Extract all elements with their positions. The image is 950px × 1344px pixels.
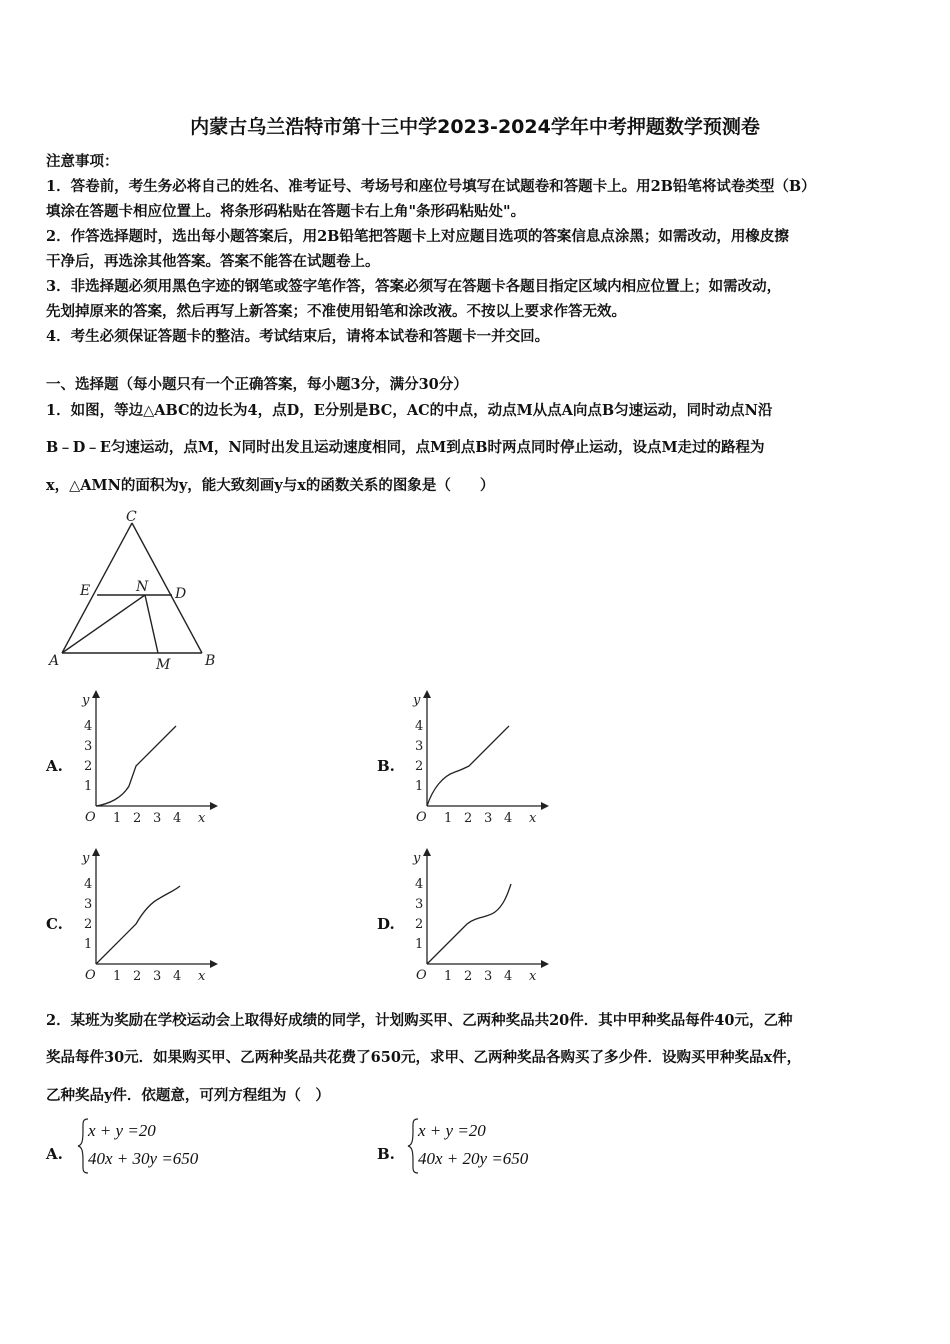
graph-option-a[interactable] — [74, 688, 224, 828]
svg-text:1: 1 — [84, 937, 93, 952]
curve-a — [96, 726, 176, 806]
graph-option-c[interactable] — [74, 846, 224, 986]
option-a-label[interactable]: A. — [46, 757, 63, 775]
svg-text:1: 1 — [415, 779, 424, 794]
notice-line: 4．考生必须保证答题卡的整洁。考试结束后，请将本试卷和答题卡一并交回。 — [46, 328, 550, 345]
notice-line: 先划掉原来的答案，然后再写上新答案；不准使用铅笔和涂改液。不按以上要求作答无效。 — [46, 303, 626, 320]
svg-text:4: 4 — [84, 877, 93, 892]
notice-line: 3．非选择题必须用黑色字迹的钢笔或签字笔作答，答案必须写在答题卡各题目指定区域内相应位置上；如需改动， — [46, 278, 782, 295]
label-e: E — [80, 583, 91, 599]
svg-text:x: x — [529, 969, 537, 984]
q2-option-a-eq1: x + y =20 — [88, 1121, 156, 1140]
q2-option-b-eq2: 40x + 20y =650 — [418, 1149, 529, 1168]
question-1-text: x，△AMN的面积为y，能大致刻画y与x的函数关系的图象是（ ） — [46, 477, 495, 494]
svg-text:y: y — [413, 851, 421, 866]
section-heading: 一、选择题（每小题只有一个正确答案，每小题3分，满分30分） — [46, 376, 468, 393]
svg-text:O: O — [85, 968, 96, 983]
svg-text:O: O — [416, 810, 427, 825]
svg-text:4: 4 — [504, 969, 513, 984]
svg-text:3: 3 — [484, 969, 493, 984]
question-2-text: 奖品每件30元．如果购买甲、乙两种奖品共花费了650元，求甲、乙两种奖品各购买了多少件．设购买甲种奖品x件， — [46, 1049, 802, 1066]
svg-text:y: y — [82, 851, 90, 866]
svg-text:2: 2 — [84, 917, 93, 932]
label-m: M — [156, 657, 171, 673]
svg-text:3: 3 — [153, 811, 162, 826]
svg-text:1: 1 — [113, 811, 122, 826]
notice-line: 干净后，再选涂其他答案。答案不能答在试题卷上。 — [46, 253, 380, 270]
question-1-text: 1．如图，等边△ABC的边长为4，点D，E分别是BC，AC的中点，动点M从点A向点B匀速运动，同时动点N沿 — [46, 402, 773, 419]
notice-line: 2．作答选择题时，选出每小题答案后，用2B铅笔把答题卡上对应题目选项的答案信息点涂黑；如需改动，用橡皮擦 — [46, 228, 789, 245]
curve-b — [427, 726, 509, 806]
label-n: N — [136, 579, 149, 595]
svg-text:1: 1 — [444, 969, 453, 984]
svg-text:3: 3 — [484, 811, 493, 826]
svg-text:2: 2 — [415, 917, 424, 932]
svg-text:2: 2 — [84, 759, 93, 774]
label-c: C — [126, 509, 137, 525]
graph-option-d[interactable] — [405, 846, 555, 986]
svg-text:y: y — [413, 693, 421, 708]
svg-text:1: 1 — [84, 779, 93, 794]
notice-line: 1．答卷前，考生务必将自己的姓名、准考证号、考场号和座位号填写在试题卷和答题卡上。用2B铅笔将试卷类型（B） — [46, 178, 816, 195]
svg-text:O: O — [416, 968, 427, 983]
svg-text:2: 2 — [464, 969, 473, 984]
svg-text:4: 4 — [173, 969, 182, 984]
q2-option-b-eq1: x + y =20 — [418, 1121, 486, 1140]
page-title: 内蒙古乌兰浩特市第十三中学2023-2024学年中考押题数学预测卷 — [190, 116, 760, 138]
svg-text:4: 4 — [415, 719, 424, 734]
svg-text:1: 1 — [113, 969, 122, 984]
segment-nm — [145, 595, 158, 653]
svg-text:2: 2 — [133, 811, 142, 826]
svg-text:O: O — [85, 810, 96, 825]
question-2-text: 乙种奖品y件．依题意，可列方程组为（ ） — [46, 1087, 330, 1104]
option-b-label[interactable]: B. — [377, 757, 395, 775]
svg-text:3: 3 — [415, 897, 424, 912]
svg-text:x: x — [529, 811, 537, 826]
label-b: B — [205, 653, 216, 669]
curve-c — [96, 886, 180, 964]
option-c-label[interactable]: C. — [46, 915, 63, 933]
side-ac — [62, 523, 132, 653]
svg-text:4: 4 — [173, 811, 182, 826]
svg-text:x: x — [198, 969, 206, 984]
svg-text:1: 1 — [444, 811, 453, 826]
label-d: D — [175, 586, 187, 602]
notice-line: 填涂在答题卡相应位置上。将条形码粘贴在答题卡右上角"条形码粘贴处"。 — [46, 203, 526, 220]
svg-text:y: y — [82, 693, 90, 708]
svg-text:x: x — [198, 811, 206, 826]
option-d-label[interactable]: D. — [377, 915, 395, 933]
svg-text:3: 3 — [153, 969, 162, 984]
svg-text:2: 2 — [415, 759, 424, 774]
svg-text:1: 1 — [415, 937, 424, 952]
svg-text:3: 3 — [415, 739, 424, 754]
label-a: A — [49, 653, 60, 669]
q2-option-a-label[interactable]: A. — [46, 1145, 63, 1163]
segment-an — [62, 595, 145, 653]
svg-text:3: 3 — [84, 897, 93, 912]
svg-text:2: 2 — [133, 969, 142, 984]
graph-option-b[interactable] — [405, 688, 555, 828]
svg-text:4: 4 — [415, 877, 424, 892]
svg-text:4: 4 — [504, 811, 513, 826]
question-2-text: 2．某班为奖励在学校运动会上取得好成绩的同学，计划购买甲、乙两种奖品共20件．其中甲种奖品每件40元，乙种 — [46, 1012, 793, 1029]
triangle-figure — [40, 505, 230, 675]
svg-text:4: 4 — [84, 719, 93, 734]
svg-text:3: 3 — [84, 739, 93, 754]
q2-option-a-eq2: 40x + 30y =650 — [88, 1149, 199, 1168]
curve-d — [427, 884, 511, 964]
svg-text:2: 2 — [464, 811, 473, 826]
question-1-text: B﹣D﹣E匀速运动，点M，N同时出发且运动速度相同，点M到点B时两点同时停止运动，设点M走过的路程为 — [46, 439, 765, 456]
notice-heading: 注意事项： — [46, 153, 119, 170]
q2-option-b-label[interactable]: B. — [377, 1145, 395, 1163]
